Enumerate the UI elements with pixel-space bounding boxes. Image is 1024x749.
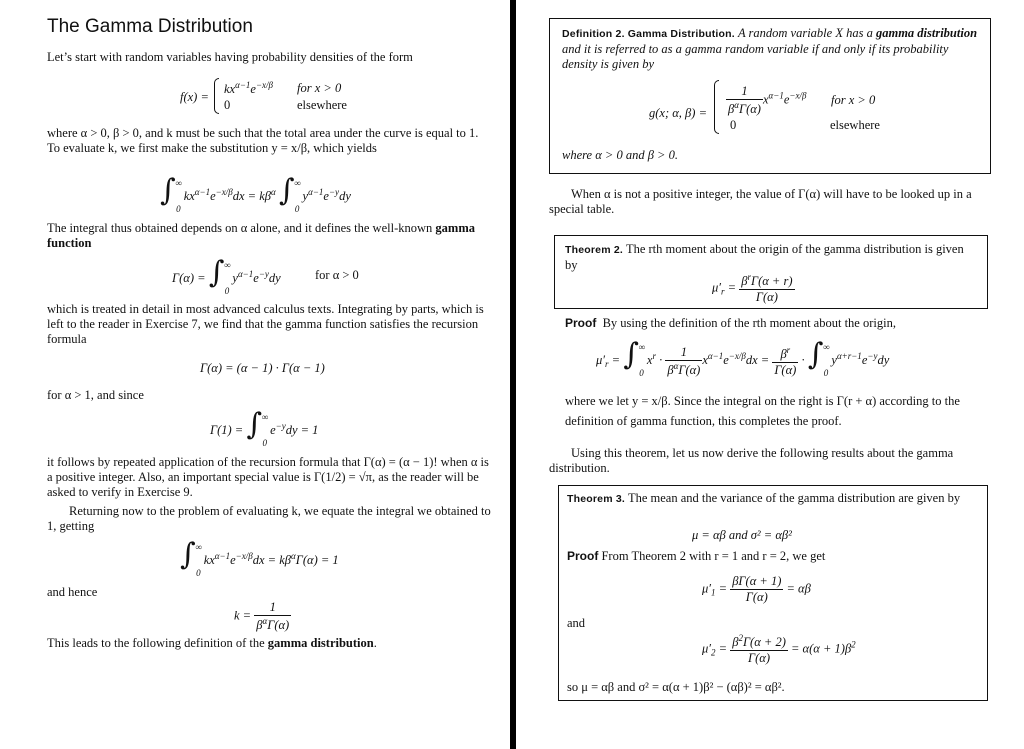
since-paragraph: for α > 1, and since (47, 388, 144, 402)
fx-brace (214, 78, 219, 114)
definition-where: where α > 0 and β > 0. (562, 148, 678, 162)
proof3-conclusion: so μ = αβ and σ² = α(α + 1)β² − (αβ)² = αβ². (567, 680, 785, 694)
fx-case1-expr: $kx^{\alpha-1}e^{-x/\beta}$ (224, 80, 274, 96)
proof3-and: and (567, 616, 586, 630)
recursion-formula: Γ(α) = (α − 1) · Γ(α − 1) (200, 361, 325, 375)
proof2-intro: Proof By using the definition of the rth moment about the origin, (565, 316, 896, 330)
gamma-function-definition: $\Gamma(\alpha) = \int^\infty_0$ $y^{\alpha-1}e^{-y}dy$ (172, 255, 281, 296)
definition-g-label: g(x; α, β) = (649, 106, 708, 120)
leads-paragraph: This leads to the following definition of the gamma distribution. (47, 636, 377, 650)
treated-paragraph: which is treated in detail in most advanced calculus texts. Integrating by parts, which is left to the reader in Exercise 7, we find that the gamma function satisfies the recursion formula (47, 302, 484, 346)
theorem3-text: Theorem 3. The mean and the variance of the gamma distribution are given by (567, 491, 961, 505)
proof3-second-moment: $\mu'_2$ = $\frac{\beta^2\Gamma(\alpha + 2)}{\Gamma(\alpha)}$ = $\alpha(\alpha + 1)\beta^2$ (702, 633, 856, 665)
intro-paragraph: Let’s start with random variables having probability densities of the form (47, 50, 413, 64)
integral-paragraph: The integral thus obtained depends on α alone, and it defines the well-known gamma function (47, 221, 475, 250)
left-page (0, 0, 510, 749)
gamma-one-equation: $\Gamma(1) = \int^\infty_0$ $e^{-y}dy = 1$ (210, 407, 319, 448)
fx-case2-expr: 0 (224, 98, 231, 112)
where-paragraph: where α > 0, β > 0, and k must be such that the total area under the curve is equal to 1. To evaluate k, we first make the substitution y = x/β, which yields (47, 126, 479, 155)
proof3-intro: Proof From Theorem 2 with r = 1 and r = 2, we get (567, 549, 826, 563)
theorem2-formula: $\mu'_r$ = $\frac{\beta^r\Gamma(\alpha + r)}{\Gamma(\alpha)}$ (712, 272, 793, 304)
fx-case1-cond: for x > 0 (297, 81, 342, 95)
proof2-conclusion: where we let y = x/β. Since the integral on the right is Γ(r + α) according to the definition of gamma function, this completes the proof. (565, 394, 960, 428)
definition-heading: Definition 2. Gamma Distribution. (562, 28, 735, 40)
theorem3-formula: μ = αβ and σ² = αβ² (692, 528, 792, 542)
fx-label: f(x) = (180, 90, 209, 104)
definition-case2-expr: 0 (730, 118, 737, 132)
definition-case1-expr: $\frac{1}{\beta^\alpha\Gamma(\alpha)}$ $x^{\alpha-1}e^{-x/\beta}$ (728, 84, 807, 116)
fx-case2-cond: elsewhere (297, 98, 347, 112)
definition-case1-cond: for x > 0 (831, 93, 876, 107)
not-integer-paragraph: When α is not a positive integer, the value of Γ(α) will have to be looked up in a special table. (549, 187, 972, 216)
equate-equation: $\int^\infty_0$ $kx^{\alpha-1}e^{-x/\beta}dx = k\beta^\alpha\Gamma(\alpha) = 1$ (180, 537, 339, 578)
page-title: The Gamma Distribution (47, 16, 253, 37)
substitution-equation: $\int^\infty_0$ $kx^{\alpha-1}e^{-x/\beta}dx = k\beta^\alpha$ $\int^\infty_0$ $y^{\alpha-1}e^{-y}dy$ (160, 173, 351, 214)
right-page (516, 0, 1024, 749)
hence-paragraph: and hence (47, 585, 98, 599)
k-solution: k = $\frac{1}{\beta^\alpha\Gamma(\alpha)}$ (234, 600, 290, 632)
using-paragraph: Using this theorem, let us now derive the following results about the gamma distribution. (549, 446, 954, 475)
proof3-first-moment: $\mu'_1$ = $\frac{\beta\Gamma(\alpha + 1)}{\Gamma(\alpha)}$ = αβ (702, 574, 811, 604)
gamma-definition-condition: for α > 0 (315, 268, 359, 282)
definition-case2-cond: elsewhere (830, 118, 880, 132)
definition-text: Definition 2. Gamma Distribution. A random variable X has a gamma distribution and it is referred to as a gamma random variable if and only if its probability density is given by (562, 26, 978, 71)
returning-paragraph: Returning now to the problem of evaluating k, we equate the integral we obtained to 1, getting (47, 504, 491, 533)
follows-paragraph: it follows by repeated application of the recursion formula that Γ(α) = (α − 1)! when α is a positive integer. Also, an important special value is Γ(1/2) = √π, as the reader will be asked to verify in Exercise 9. (47, 455, 489, 499)
proof2-derivation: $\mu'_r = \int^\infty_0$ $x^r$ · $\frac{1}{\beta^\alpha\Gamma(\alpha)}$ $x^{\alpha-1}e^{-x/\beta}dx$ = $\frac{\beta^r}{\Gamma(\alpha)}$ · $\int^\infty_0$ $y^{\alpha+r-1}e^{-y}dy$ (596, 337, 890, 378)
definition-brace (714, 80, 719, 134)
theorem2-text: Theorem 2. The rth moment about the origin of the gamma distribution is given by (565, 242, 964, 272)
